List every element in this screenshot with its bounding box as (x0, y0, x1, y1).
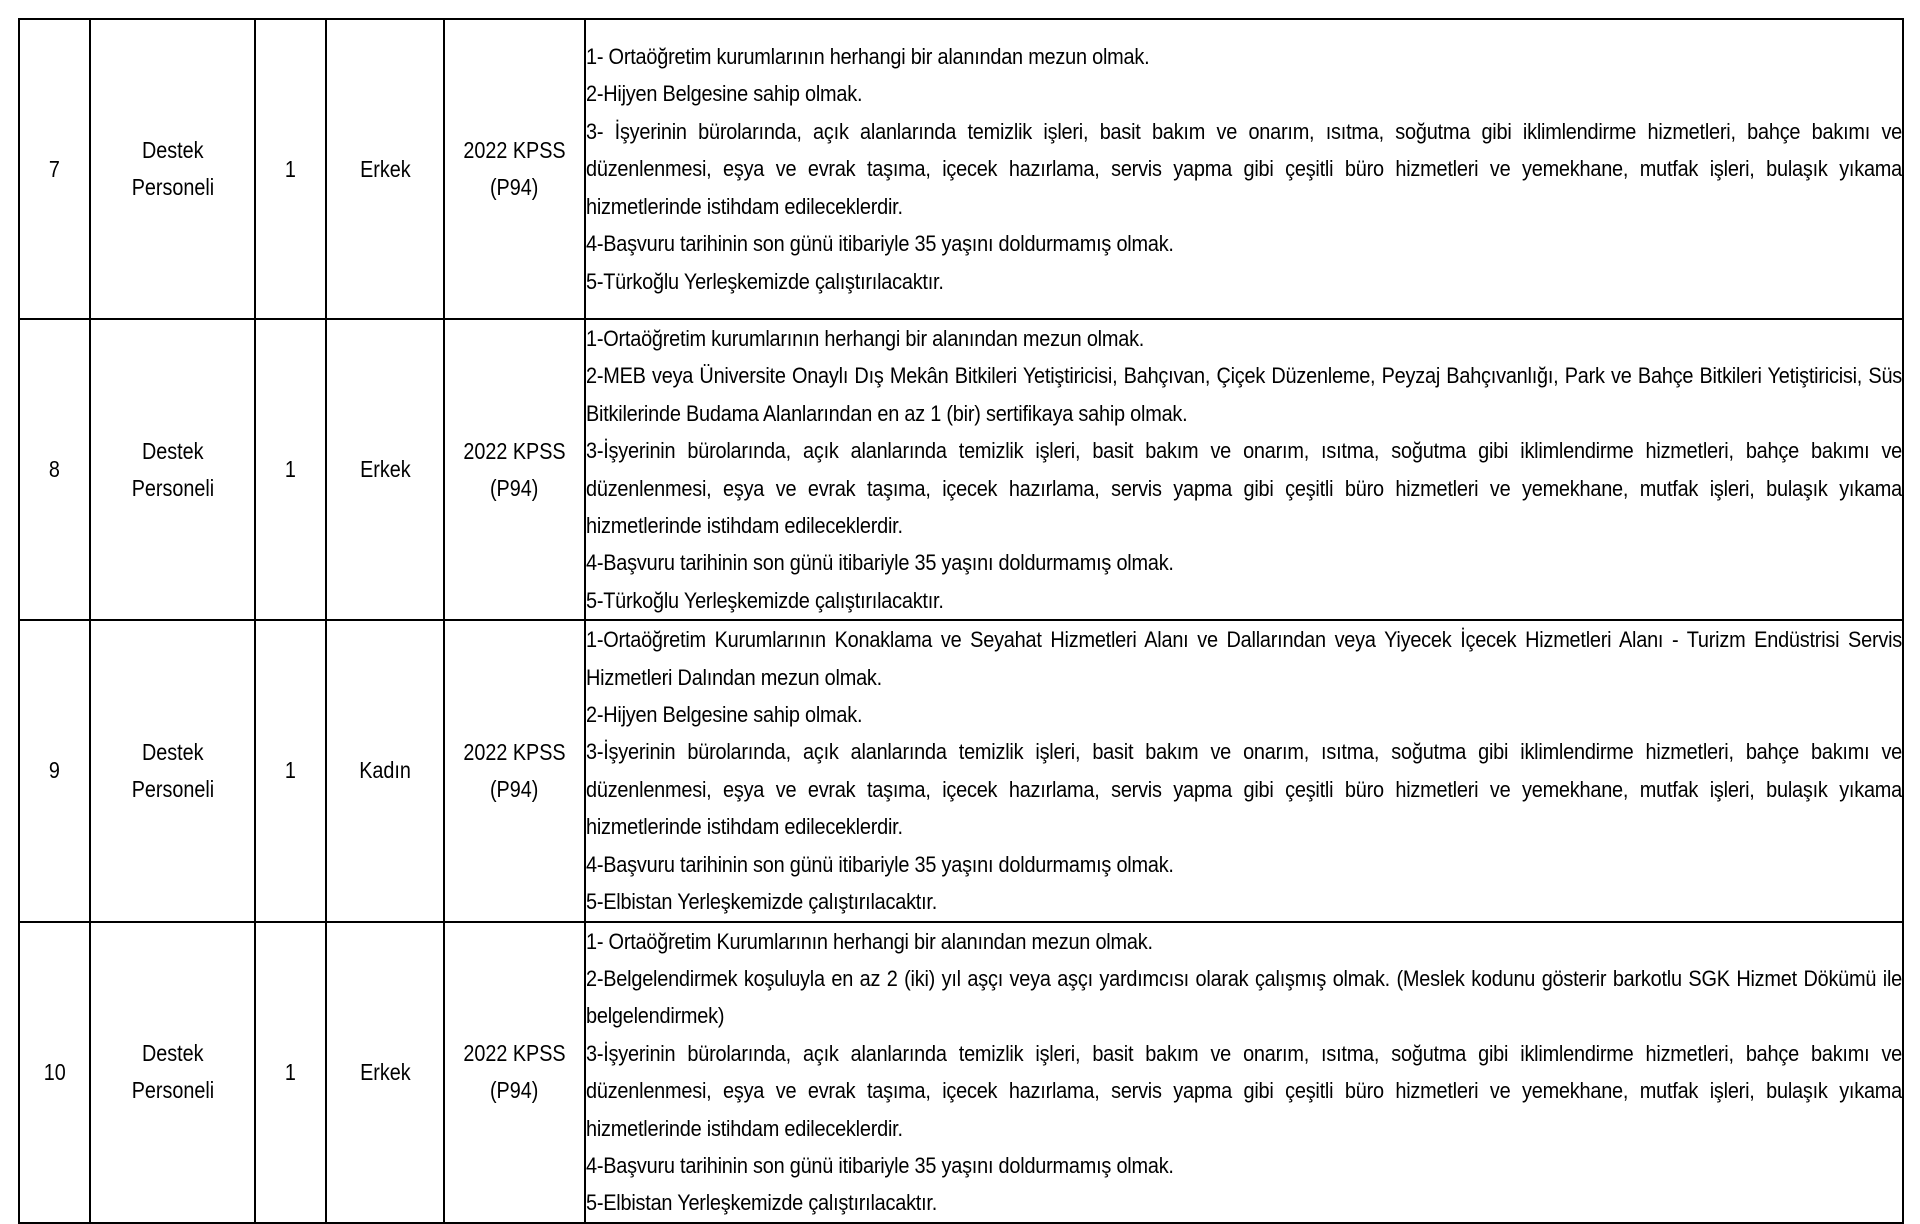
position-title-line1: Destek (141, 437, 204, 464)
exam-cell (444, 922, 585, 1223)
row-number: 7 (48, 155, 60, 182)
exam-cell (444, 19, 585, 319)
exam-line1: 2022 KPSS (463, 738, 566, 765)
requirements-list (586, 621, 1902, 920)
exam-line2: (P94) (490, 174, 539, 200)
exam-cell (444, 319, 585, 620)
requirements-list (586, 923, 1902, 1222)
table-body (19, 19, 1903, 1223)
gender-cell (326, 620, 444, 921)
document-sheet (18, 18, 1902, 1224)
exam-line2: (P94) (490, 474, 539, 501)
requirement-item: 5-Türkoğlu Yerleşkemizde çalıştırılacaktır. (586, 268, 944, 294)
exam-line2: (P94) (490, 775, 539, 802)
position-title-line2: Personeli (131, 775, 214, 802)
position-count: 1 (284, 155, 296, 182)
position-count: 1 (284, 1058, 296, 1085)
position-title-line2: Personeli (131, 174, 214, 200)
position-count: 1 (284, 456, 296, 483)
row-number: 9 (48, 757, 60, 784)
requirement-item: 2-MEB veya Üniversite Onaylı Dış Mekân Bitkileri Yetiştiricisi, Bahçıvan, Çiçek Düzenleme, Peyzaj Bahçıvanlığı, Park ve Bahçe Bitkileri Yetiştiricisi, Süs Bitkilerinde Budama Alanlarından en az 1 (bir) sertifikaya sahip olmak. (586, 363, 1903, 426)
requirement-item: 4-Başvuru tarihinin son günü itibariyle 35 yaşını doldurmamış olmak. (586, 851, 1174, 877)
requirements-list (586, 38, 1902, 300)
row-number-cell (19, 319, 90, 620)
position-table (18, 18, 1904, 1224)
requirement-item: 1-Ortaöğretim Kurumlarının Konaklama ve Seyahat Hizmetleri Alanı ve Dallarından veya Yiyecek İçecek Hizmetleri Alanı - Turizm Endüstrisi Servis Hizmetleri Dalından mezun olmak. (586, 627, 1903, 690)
gender: Erkek (359, 456, 411, 483)
position-title-line2: Personeli (131, 1077, 214, 1104)
requirement-item: 3- İşyerinin bürolarında, açık alanlarında temizlik işleri, basit bakım ve onarım, ısıtma, soğutma gibi iklimlendirme hizmetleri, bahçe bakımı ve düzenlenmesi, eşya ve evrak taşıma, içecek hazırlama, servis yapma gibi çeşitli büro hizmetleri ve yemekhane, mutfak işleri, bulaşık yıkama hizmetlerinde istihdam edileceklerdir. (586, 118, 1903, 219)
requirement-item: 4-Başvuru tarihinin son günü itibariyle 35 yaşını doldurmamış olmak. (586, 1152, 1174, 1178)
position-title-line1: Destek (141, 738, 204, 765)
position-title-line1: Destek (141, 137, 204, 163)
position-title-line2: Personeli (131, 474, 214, 501)
table-row (19, 319, 1903, 620)
position-count-cell (255, 319, 326, 620)
requirement-item: 5-Elbistan Yerleşkemizde çalıştırılacaktır. (586, 889, 938, 915)
exam-line1: 2022 KPSS (463, 437, 566, 464)
position-title-cell (90, 922, 255, 1223)
requirement-item: 2-Hijyen Belgesine sahip olmak. (586, 702, 863, 728)
requirement-item: 3-İşyerinin bürolarında, açık alanlarında temizlik işleri, basit bakım ve onarım, ısıtma, soğutma gibi iklimlendirme hizmetleri, bahçe bakımı ve düzenlenmesi, eşya ve evrak taşıma, içecek hazırlama, servis yapma gibi çeşitli büro hizmetleri ve yemekhane, mutfak işleri, bulaşık yıkama hizmetlerinde istihdam edileceklerdir. (586, 438, 1903, 539)
row-number-cell (19, 922, 90, 1223)
gender: Erkek (359, 155, 411, 182)
requirement-item: 1- Ortaöğretim Kurumlarının herhangi bir alanından mezun olmak. (586, 928, 1153, 954)
exam-cell (444, 620, 585, 921)
requirements-cell (585, 620, 1903, 921)
row-number: 10 (43, 1058, 66, 1085)
table-row (19, 922, 1903, 1223)
position-title-cell (90, 319, 255, 620)
requirement-item: 1- Ortaöğretim kurumlarının herhangi bir alanından mezun olmak. (586, 44, 1150, 70)
table-row (19, 19, 1903, 319)
position-count-cell (255, 620, 326, 921)
table-row (19, 620, 1903, 921)
row-number: 8 (48, 456, 60, 483)
gender: Erkek (359, 1058, 411, 1085)
row-number-cell (19, 620, 90, 921)
exam-line2: (P94) (490, 1077, 539, 1104)
position-title-line1: Destek (141, 1040, 204, 1067)
exam-line1: 2022 KPSS (463, 137, 566, 163)
gender-cell (326, 319, 444, 620)
requirement-item: 2-Hijyen Belgesine sahip olmak. (586, 81, 863, 107)
gender: Kadın (359, 757, 411, 784)
requirement-item: 2-Belgelendirmek koşuluyla en az 2 (iki) yıl aşçı veya aşçı yardımcısı olarak çalışmış olmak. (Meslek kodunu gösterir barkotlu SGK Hizmet Dökümü ile belgelendirmek) (586, 965, 1903, 1029)
position-title-cell (90, 19, 255, 319)
requirements-cell (585, 922, 1903, 1223)
requirement-item: 4-Başvuru tarihinin son günü itibariyle 35 yaşını doldurmamış olmak. (586, 231, 1174, 257)
requirement-item: 5-Elbistan Yerleşkemizde çalıştırılacaktır. (586, 1190, 938, 1216)
requirement-item: 1-Ortaöğretim kurumlarının herhangi bir alanından mezun olmak. (586, 326, 1145, 351)
position-count: 1 (284, 757, 296, 784)
requirement-item: 4-Başvuru tarihinin son günü itibariyle 35 yaşını doldurmamış olmak. (586, 550, 1174, 576)
position-count-cell (255, 922, 326, 1223)
row-number-cell (19, 19, 90, 319)
position-count-cell (255, 19, 326, 319)
requirement-item: 3-İşyerinin bürolarında, açık alanlarında temizlik işleri, basit bakım ve onarım, ısıtma, soğutma gibi iklimlendirme hizmetleri, bahçe bakımı ve düzenlenmesi, eşya ve evrak taşıma, içecek hazırlama, servis yapma gibi çeşitli büro hizmetleri ve yemekhane, mutfak işleri, bulaşık yıkama hizmetlerinde istihdam edileceklerdir. (586, 1040, 1903, 1141)
requirement-item: 5-Türkoğlu Yerleşkemizde çalıştırılacaktır. (586, 587, 944, 613)
requirement-item: 3-İşyerinin bürolarında, açık alanlarında temizlik işleri, basit bakım ve onarım, ısıtma, soğutma gibi iklimlendirme hizmetleri, bahçe bakımı ve düzenlenmesi, eşya ve evrak taşıma, içecek hazırlama, servis yapma gibi çeşitli büro hizmetleri ve yemekhane, mutfak işleri, bulaşık yıkama hizmetlerinde istihdam edileceklerdir. (586, 739, 1903, 840)
exam-line1: 2022 KPSS (463, 1040, 566, 1067)
position-title-cell (90, 620, 255, 921)
requirements-cell (585, 319, 1903, 620)
requirements-cell (585, 19, 1903, 319)
gender-cell (326, 922, 444, 1223)
requirements-list (586, 320, 1902, 619)
gender-cell (326, 19, 444, 319)
